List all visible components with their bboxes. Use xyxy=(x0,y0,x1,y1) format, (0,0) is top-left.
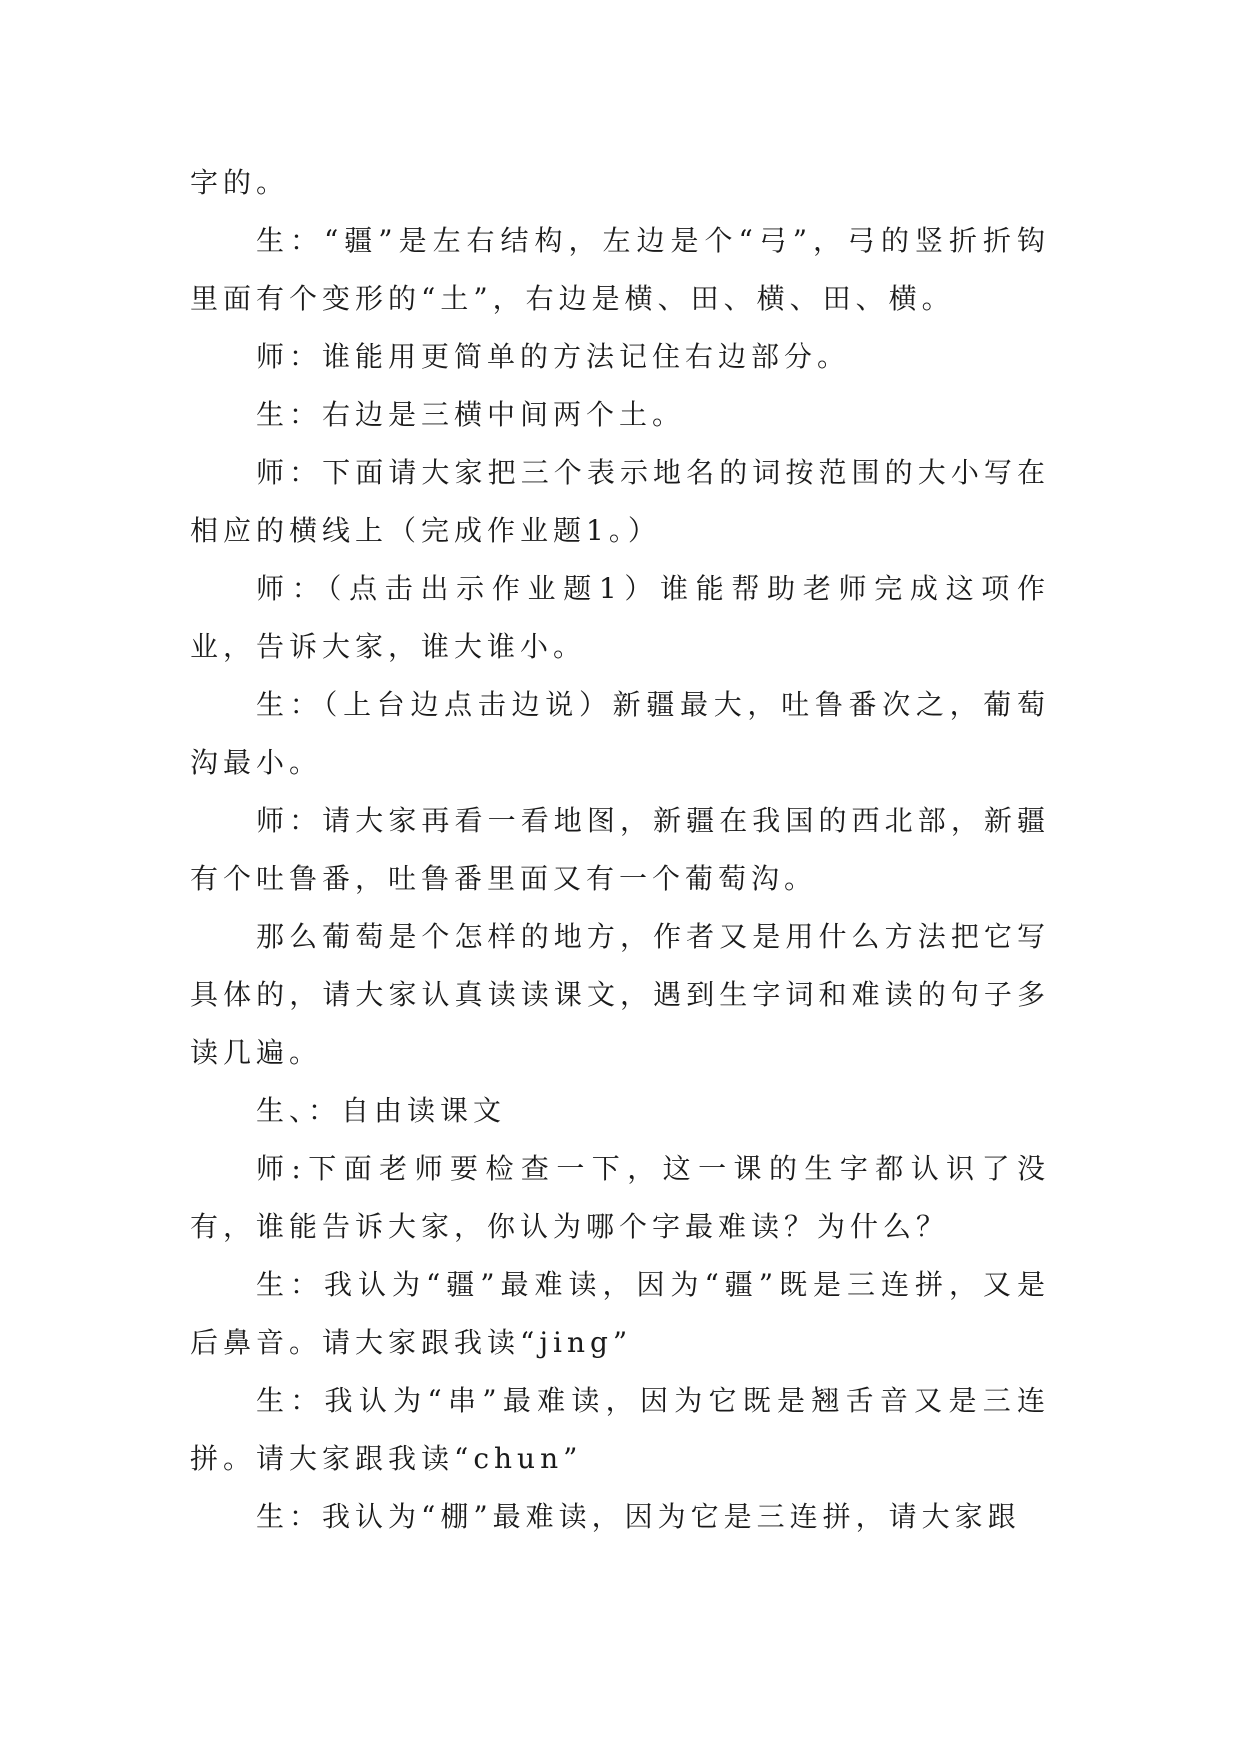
student-answer-jiang: 生：我认为“疆”最难读，因为“疆”既是三连拼，又是后鼻音。请大家跟我读“jing” xyxy=(190,1268,1050,1359)
student-answer-size-order: 生：（上台边点击边说）新疆最大，吐鲁番次之，葡萄沟最小。 xyxy=(190,688,1050,779)
student-answer-right-side: 生：右边是三横中间两个土。 xyxy=(256,398,686,431)
student-answer-structure: 生：“疆”是左右结构，左边是个“弓”，弓的竖折折钩里面有个变形的“土”，右边是横、田、横、田、横。 xyxy=(190,224,1050,315)
teacher-map-explanation: 师：请大家再看一看地图，新疆在我国的西北部，新疆有个吐鲁番，吐鲁番里面又有一个葡萄沟。 xyxy=(190,804,1050,895)
paragraph-continuation: 字的。 xyxy=(190,166,290,199)
teacher-check-characters: 师:下面老师要检查一下，这一课的生字都认识了没有，谁能告诉大家，你认为哪个字最难读？为什么？ xyxy=(190,1152,1050,1243)
student-free-reading: 生、：自由读课文 xyxy=(256,1094,507,1127)
teacher-question-simpler-method: 师：谁能用更简单的方法记住右边部分。 xyxy=(256,340,851,373)
teacher-reading-instruction: 那么葡萄是个怎样的地方，作者又是用什么方法把它写具体的，请大家认真读读课文，遇到生字词和难读的句子多读几遍。 xyxy=(190,920,1050,1069)
student-answer-peng: 生：我认为“棚”最难读，因为它是三连拼，请大家跟 xyxy=(256,1500,1021,1533)
teacher-homework-question: 师：（点击出示作业题1）谁能帮助老师完成这项作业，告诉大家，谁大谁小。 xyxy=(190,572,1050,663)
student-answer-chuan: 生：我认为“串”最难读，因为它既是翘舌音又是三连拼。请大家跟我读“chun” xyxy=(190,1384,1050,1475)
teacher-instruction-place-names: 师：下面请大家把三个表示地名的词按范围的大小写在相应的横线上（完成作业题1。） xyxy=(190,456,1050,547)
document-body xyxy=(190,154,1050,1546)
